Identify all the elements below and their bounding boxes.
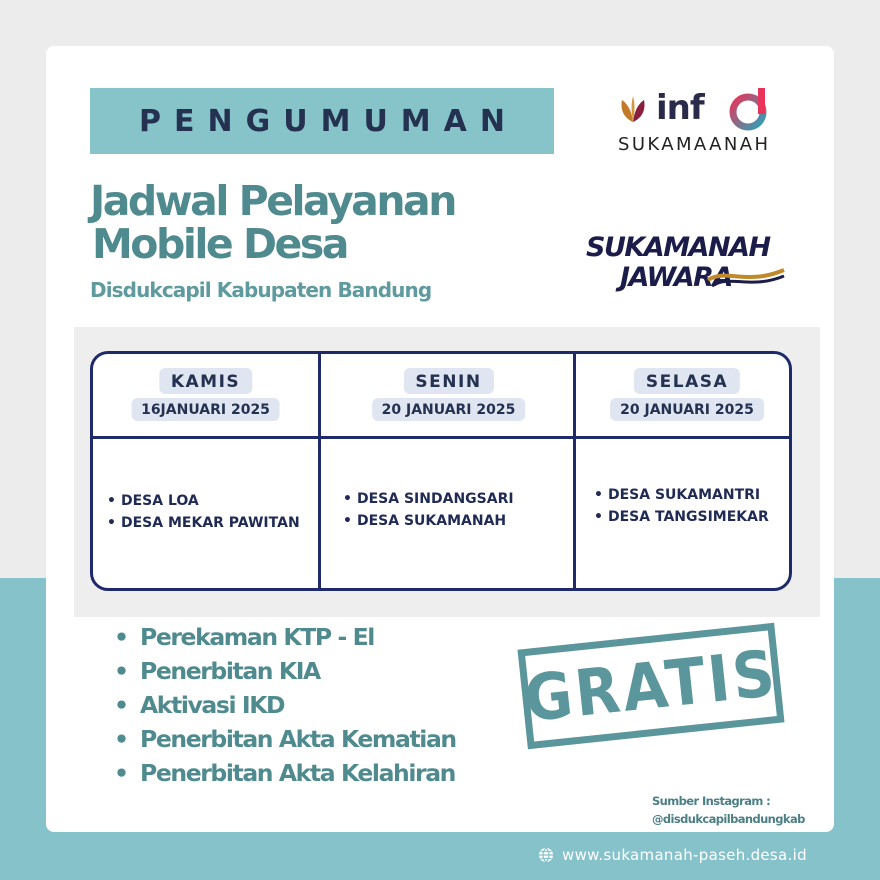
village-list — [107, 490, 300, 534]
website-url[interactable]: www.sukamanah-paseh.desa.id — [562, 846, 807, 864]
schedule-day: KAMIS — [159, 368, 252, 394]
leaf-logo-icon — [616, 94, 650, 124]
free-stamp — [517, 623, 784, 749]
schedule-column — [93, 354, 318, 588]
wave-swoosh-icon — [706, 260, 786, 290]
stamp-label: GRATIS — [521, 635, 782, 737]
schedule-date: 20 JANUARI 2025 — [610, 398, 764, 421]
sukamanah-jawara-logo — [586, 232, 786, 296]
village-list — [343, 488, 514, 532]
globe-icon — [538, 847, 554, 863]
schedule-column — [318, 354, 576, 588]
schedule-day: SELASA — [634, 368, 740, 394]
schedule-date: 20 JANUARI 2025 — [372, 398, 526, 421]
service-item: • Penerbitan Akta Kematian — [114, 722, 456, 756]
service-item: • Aktivasi IKD — [114, 688, 456, 722]
title-line-2: Mobile Desa — [92, 220, 347, 268]
schedule-date: 16JANUARI 2025 — [131, 398, 280, 421]
village-item: • DESA SUKAMANTRI — [594, 484, 769, 506]
announcement-banner — [90, 88, 554, 154]
village-item: • DESA TANGSIMEKAR — [594, 506, 769, 528]
source-label: Sumber Instagram : — [652, 794, 771, 808]
service-item: • Penerbitan Akta Kelahiran — [114, 756, 456, 790]
village-item: • DESA SUKAMANAH — [343, 510, 514, 532]
schedule-table — [90, 351, 792, 591]
village-item: • DESA SINDANGSARI — [343, 488, 514, 510]
info-logo-word: inf — [656, 88, 704, 128]
service-item: • Perekaman KTP - El — [114, 620, 456, 654]
announcement-card — [46, 46, 834, 832]
page-subtitle: Disdukcapil Kabupaten Bandung — [90, 278, 432, 302]
schedule-column — [573, 354, 792, 588]
schedule-column-header — [576, 354, 792, 439]
schedule-column-header — [321, 354, 576, 439]
ring-logo-icon — [726, 86, 772, 132]
jawara-logo-line-1: SUKAMANAH — [586, 232, 770, 263]
schedule-day: SENIN — [403, 368, 493, 394]
page-title — [90, 177, 510, 268]
banner-label: PENGUMUMAN — [139, 103, 518, 139]
source-credit — [652, 792, 805, 828]
service-item: • Penerbitan KIA — [114, 654, 456, 688]
jawara-logo-line-2: JAWARA — [620, 262, 732, 293]
website-footer — [538, 846, 807, 864]
info-sukamanah-logo — [616, 86, 792, 156]
village-list — [594, 484, 769, 528]
title-line-1: Jadwal Pelayanan — [90, 177, 455, 225]
village-item: • DESA LOA — [107, 490, 300, 512]
schedule-column-header — [93, 354, 318, 439]
services-list — [114, 620, 456, 790]
village-item: • DESA MEKAR PAWITAN — [107, 512, 300, 534]
source-handle: @disdukcapilbandungkab — [652, 812, 805, 826]
info-logo-subtitle: SUKAMAANAH — [618, 134, 771, 155]
